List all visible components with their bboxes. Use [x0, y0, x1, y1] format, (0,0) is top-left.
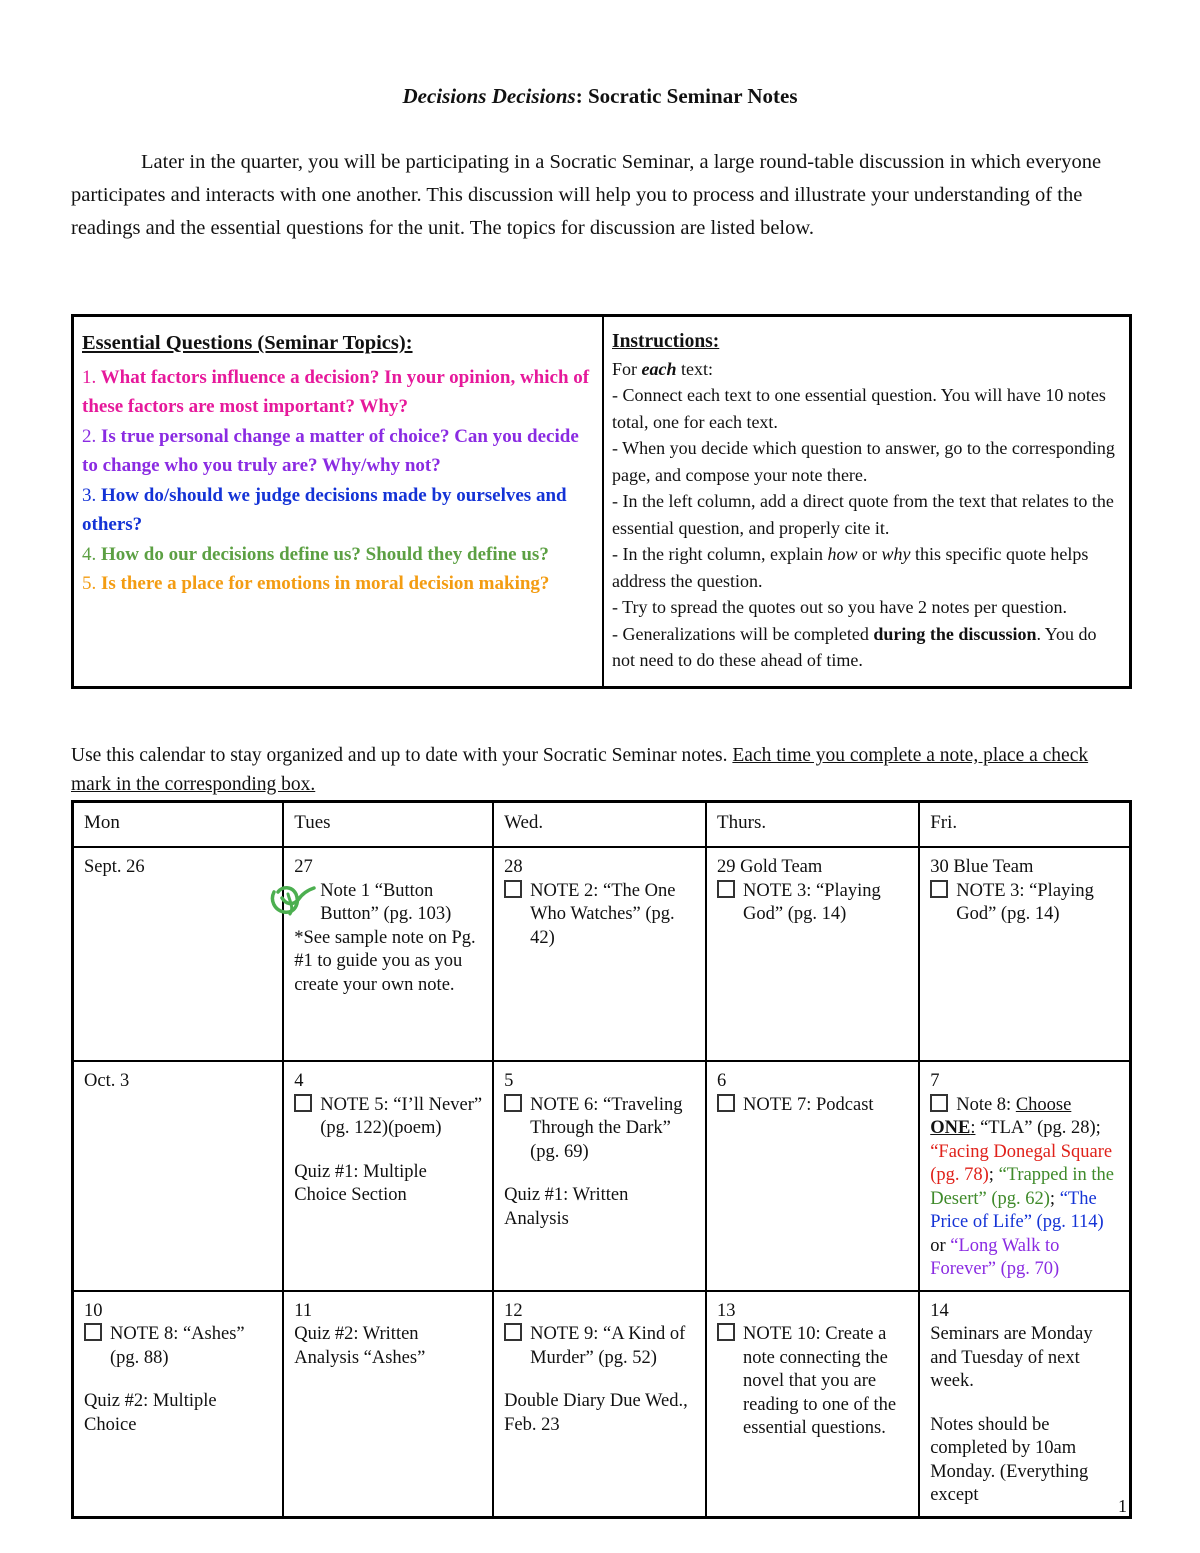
question-4: 4. How do our decisions define us? Should they define us?: [82, 543, 549, 565]
quiz-text: Quiz #2: Multiple Choice: [84, 1391, 217, 1435]
checkbox[interactable]: [930, 880, 948, 898]
note-8-choice-item: Note 8: Choose ONE: “TLA” (pg. 28); “Facing Donegal Square (pg. 78); “Trapped in the Desert” (pg. 62); “The Price of Life” (pg. 114) or “Long Walk to Forever” (pg. 70): [930, 1094, 1114, 1279]
instruction-line: - Connect each text to one essential question. You will have 10 notes total, one for each text.: [612, 385, 1106, 432]
header-wed: Wed.: [493, 802, 706, 848]
instructions-cell: [603, 316, 1131, 688]
calendar-row-week-2: [73, 1061, 1131, 1291]
instruction-line: - Try to spread the quotes out so you have 2 notes per question.: [612, 597, 1067, 617]
date-label: Oct. 3: [84, 1071, 130, 1091]
checkbox[interactable]: [504, 880, 522, 898]
date-label: 7: [930, 1071, 940, 1091]
cell-12: [493, 1291, 706, 1518]
cell-13: [706, 1291, 919, 1518]
date-label: 6: [717, 1071, 727, 1091]
cell-oct-7: [919, 1061, 1130, 1291]
note-9-item: NOTE 9: “A Kind of Murder” (pg. 52): [504, 1323, 695, 1370]
cell-14: [919, 1291, 1130, 1518]
cell-11: [283, 1291, 493, 1518]
date-label: 13: [717, 1300, 736, 1321]
note-5-item: NOTE 5: “I’ll Never” (pg. 122)(poem): [294, 1094, 482, 1141]
date-label: 29 Gold Team: [717, 857, 823, 877]
date-label: 14: [930, 1300, 949, 1321]
calendar-header-row: [73, 802, 1131, 848]
cell-sept-28: [493, 847, 706, 1061]
notes-deadline-text: Notes should be completed by 10am Monday. (Everything except: [930, 1414, 1089, 1505]
cell-sept-29: [706, 847, 919, 1061]
quiz-text: Quiz #2: Written Analysis “Ashes”: [294, 1324, 426, 1368]
essential-questions-heading: Essential Questions (Seminar Topics):: [82, 332, 413, 354]
cell-sept-30: [919, 847, 1130, 1061]
checkbox[interactable]: [504, 1094, 522, 1112]
note-3-blue-item: NOTE 3: “Playing God” (pg. 14): [930, 880, 1119, 927]
date-label: 30 Blue Team: [930, 857, 1034, 877]
checkbox[interactable]: [717, 880, 735, 898]
instructions-heading: Instructions:: [612, 331, 720, 352]
checkbox[interactable]: [717, 1323, 735, 1341]
intro-paragraph: Later in the quarter, you will be participating in a Socratic Seminar, a large round-table discussion in which everyone participates and interacts with one another. This discussion will help you to process and illustrate your understanding of the readings and the essential questions for the unit. The topics for discussion are listed below.: [71, 151, 1102, 239]
note-6-item: NOTE 6: “Traveling Through the Dark” (pg. 69): [504, 1094, 695, 1165]
question-5: 5. Is there a place for emotions in moral decision making?: [82, 573, 550, 594]
question-1: 1. What factors influence a decision? In your opinion, which of these factors are most important? Why?: [82, 366, 590, 417]
note-3-gold-item: NOTE 3: “Playing God” (pg. 14): [717, 880, 908, 927]
instruction-line: - Generalizations will be completed during the discussion. You do not need to do these ahead of time.: [612, 623, 1097, 670]
question-3: 3. How do/should we judge decisions made by ourselves and others?: [82, 484, 567, 535]
date-label: 11: [294, 1300, 313, 1321]
note-7-item: NOTE 7: Podcast: [717, 1094, 908, 1118]
cell-oct-6: [706, 1061, 919, 1291]
double-diary-text: Double Diary Due Wed., Feb. 23: [504, 1391, 688, 1435]
calendar-row-week-3: [73, 1291, 1131, 1518]
handwritten-check-doodle-icon: [268, 880, 320, 920]
question-2: 2. Is true personal change a matter of choice? Can you decide to change who you truly are? Why/why not?: [82, 425, 579, 476]
instruction-line: - In the left column, add a direct quote from the text that relates to the essential question, and properly cite it.: [612, 491, 1114, 538]
instructions-for-each: For each text:: [612, 358, 714, 379]
cell-10: [73, 1291, 284, 1518]
essential-questions-cell: [73, 316, 604, 688]
instruction-line: - In the right column, explain how or why this specific quote helps address the question.: [612, 544, 1089, 591]
note-2-item: NOTE 2: “The One Who Watches” (pg. 42): [504, 880, 695, 951]
calendar-row-week-1: [73, 847, 1131, 1061]
checkbox[interactable]: [84, 1323, 102, 1341]
calendar-instructions: Use this calendar to stay organized and up to date with your Socratic Seminar notes. Each time you complete a note, place a check mark in the corresponding box.: [71, 745, 1089, 795]
cell-sept-26: [73, 847, 284, 1061]
note-8-ashes-item: NOTE 8: “Ashes” (pg. 88): [84, 1323, 272, 1370]
sample-note-text: *See sample note on Pg. #1 to guide you as you create your own note.: [294, 927, 476, 995]
cell-oct-4: [283, 1061, 493, 1291]
checkbox[interactable]: [930, 1094, 948, 1112]
checkbox[interactable]: [294, 1094, 312, 1112]
cell-oct-5: [493, 1061, 706, 1291]
date-label: 4: [294, 1071, 304, 1091]
header-mon: Mon: [73, 802, 284, 848]
header-fri: Fri.: [919, 802, 1130, 848]
header-thurs: Thurs.: [706, 802, 919, 848]
quiz-text: Quiz #1: Multiple Choice Section: [294, 1161, 427, 1205]
quiz-text: Quiz #1: Written Analysis: [504, 1185, 629, 1229]
page-number: 1: [1118, 1496, 1127, 1516]
checkbox[interactable]: [717, 1094, 735, 1112]
header-tues: Tues: [283, 802, 493, 848]
instruction-line: - When you decide which question to answer, go to the corresponding page, and compose your note there.: [612, 438, 1115, 485]
date-label: 28: [504, 857, 523, 877]
calendar-table: [71, 800, 1132, 1519]
essential-questions-table: [71, 314, 1132, 689]
date-label: 5: [504, 1071, 514, 1091]
page-title: Decisions Decisions: Socratic Seminar Notes: [402, 84, 798, 108]
date-label: Sept. 26: [84, 857, 145, 877]
note-10-item: NOTE 10: Create a note connecting the novel that you are reading to one of the essential questions.: [717, 1323, 908, 1441]
seminar-info-text: Seminars are Monday and Tuesday of next week.: [930, 1324, 1093, 1391]
date-label: 27: [294, 857, 313, 877]
date-label: 12: [504, 1300, 523, 1321]
date-label: 10: [84, 1300, 103, 1321]
checkbox[interactable]: [504, 1323, 522, 1341]
note-1-item: Note 1 “Button Button” (pg. 103): [294, 880, 482, 927]
cell-oct-3: [73, 1061, 284, 1291]
